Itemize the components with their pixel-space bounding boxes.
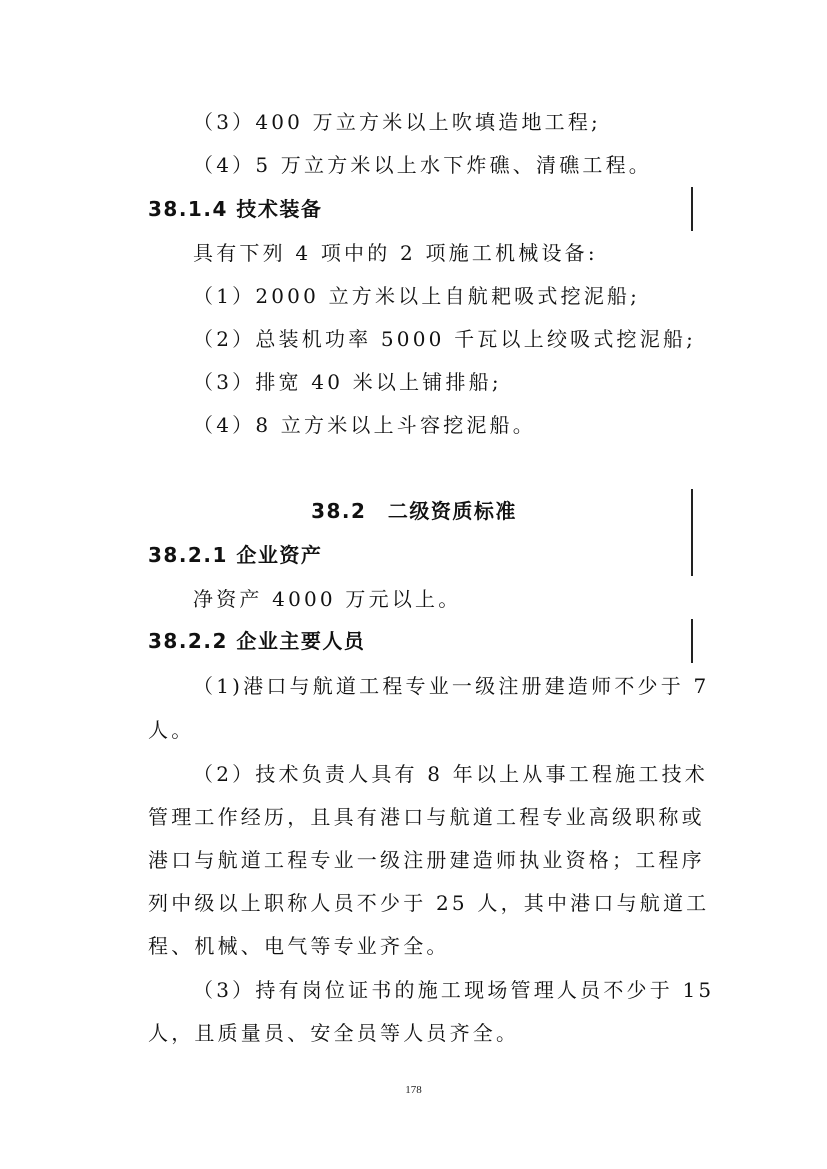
equipment-item-4: （4）8 立方米以上斗容挖泥船。 bbox=[193, 413, 537, 437]
revision-bar bbox=[691, 619, 693, 663]
item-line-3: （3）400 万立方米以上吹填造地工程; bbox=[193, 110, 601, 134]
personnel-para-1-line-1: （1)港口与航道工程专业一级注册建造师不少于 7 bbox=[193, 674, 710, 698]
revision-bar bbox=[691, 187, 693, 231]
item-line-4: （4）5 万立方米以上水下炸礁、清礁工程。 bbox=[193, 153, 653, 177]
page-number: 178 bbox=[405, 1084, 422, 1096]
personnel-para-2-line-2: 管理工作经历，且具有港口与航道工程专业高级职称或 bbox=[148, 805, 705, 829]
personnel-para-2-line-4: 列中级以上职称人员不少于 25 人，其中港口与航道工 bbox=[148, 891, 710, 915]
section-heading-38-1-4: 38.1.4 技术装备 bbox=[148, 197, 323, 221]
section-title-38-2: 38.2 二级资质标准 bbox=[311, 499, 517, 523]
section-heading-38-2-1: 38.2.1 企业资产 bbox=[148, 543, 323, 567]
personnel-para-2-line-3: 港口与航道工程专业一级注册建造师执业资格；工程序 bbox=[148, 848, 705, 872]
equipment-intro: 具有下列 4 项中的 2 项施工机械设备: bbox=[193, 241, 598, 265]
personnel-para-3-line-1: （3）持有岗位证书的施工现场管理人员不少于 15 bbox=[193, 978, 715, 1002]
revision-bar bbox=[691, 489, 693, 576]
personnel-para-2-line-1: （2）技术负责人具有 8 年以上从事工程施工技术 bbox=[193, 762, 708, 786]
equipment-item-3: （3）排宽 40 米以上铺排船; bbox=[193, 370, 502, 394]
net-assets-line: 净资产 4000 万元以上。 bbox=[193, 587, 462, 611]
section-heading-38-2-2: 38.2.2 企业主要人员 bbox=[148, 629, 366, 653]
personnel-para-2-line-5: 程、机械、电气等专业齐全。 bbox=[148, 934, 450, 958]
equipment-item-1: （1）2000 立方米以上自航耙吸式挖泥船; bbox=[193, 284, 641, 308]
personnel-para-1-line-2: 人。 bbox=[148, 718, 195, 742]
personnel-para-3-line-2: 人，且质量员、安全员等人员齐全。 bbox=[148, 1021, 520, 1045]
equipment-item-2: （2）总装机功率 5000 千瓦以上绞吸式挖泥船; bbox=[193, 327, 697, 351]
